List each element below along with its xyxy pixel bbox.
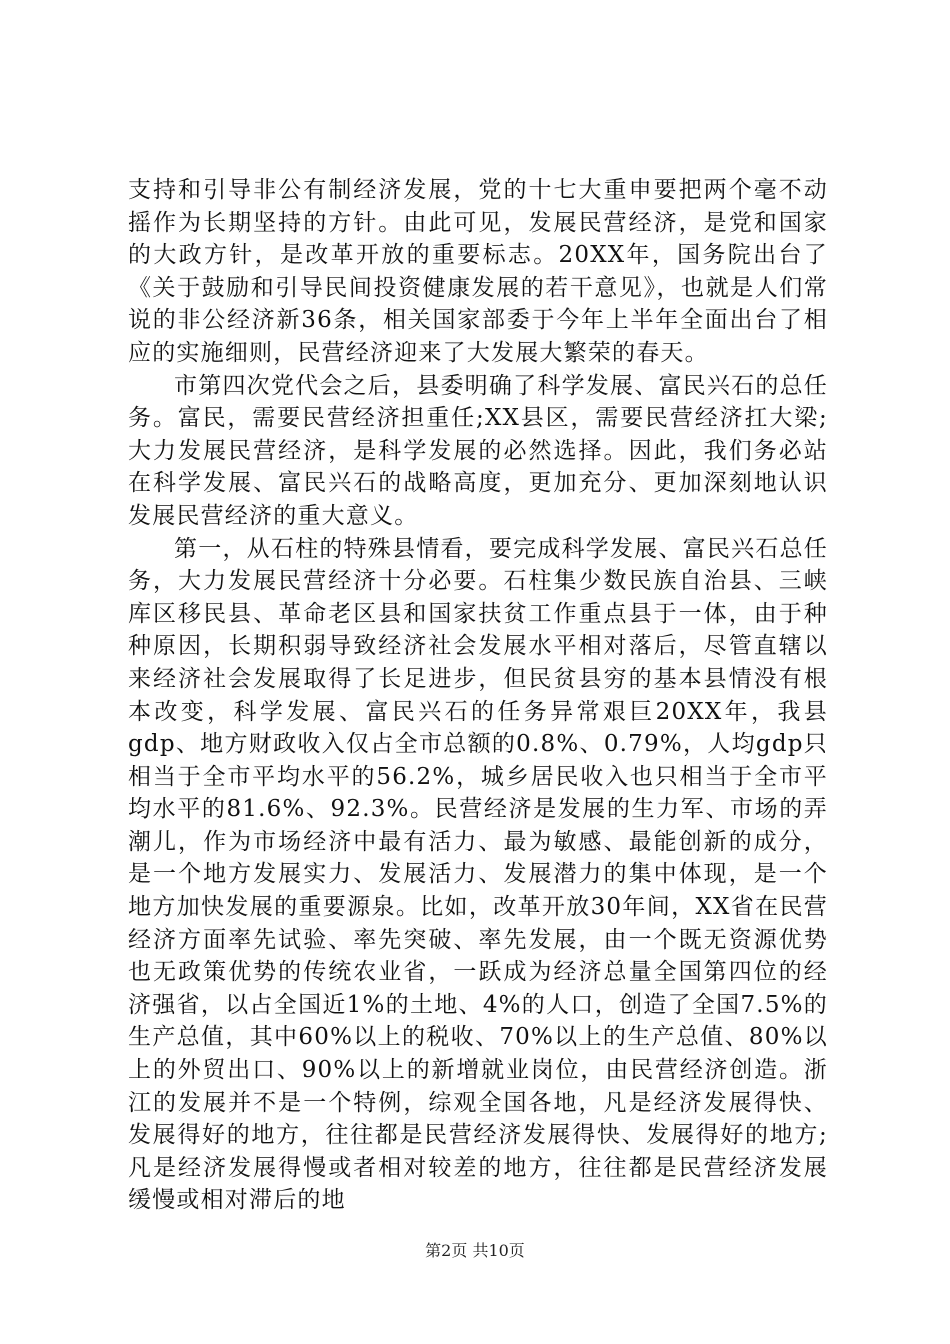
- page-footer: 第2页 共10页: [425, 1241, 525, 1260]
- paragraph-3: 第一，从石柱的特殊县情看，要完成科学发展、富民兴石总任务，大力发展民营经济十分必要。石柱集少数民族自治县、三峡库区移民县、革命老区县和国家扶贫工作重点县于一体，由于种种原因，长期积弱导致经济社会发展水平相对落后，尽管直辖以来经济社会发展取得了长足进步，但民贫县穷的基本县情没有根本改变，科学发展、富民兴石的任务异常艰巨20XX年，我县gdp、地方财政收入仅占全市总额的0.8%、0.79%，人均gdp只相当于全市平均水平的56.2%，城乡居民收入也只相当于全市平均水平的81.6%、92.3%。民营经济是发展的生力军、市场的弄潮儿，作为市场经济中最有活力、最为敏感、最能创新的成分，是一个地方发展实力、发展活力、发展潜力的集中体现，是一个地方加快发展的重要源泉。比如，改革开放30年间，XX省在民营经济方面率先试验、率先突破、率先发展，由一个既无资源优势也无政策优势的传统农业省，一跃成为经济总量全国第四位的经济强省，以占全国近1%的土地、4%的人口，创造了全国7.5%的生产总值，其中60%以上的税收、70%以上的生产总值、80%以上的外贸出口、90%以上的新增就业岗位，由民营经济创造。浙江的发展并不是一个特例，综观全国各地，凡是经济发展得快、发展得好的地方，往往都是民营经济发展得快、发展得好的地方;凡是经济发展得慢或者相对较差的地方，往往都是民营经济发展缓慢或相对滞后的地: [128, 535, 828, 1214]
- body-text: [128, 174, 828, 1217]
- paragraph-2: 市第四次党代会之后，县委明确了科学发展、富民兴石的总任务。富民，需要民营经济担重任;XX县区，需要民营经济扛大梁;大力发展民营经济，是科学发展的必然选择。因此，我们务必站在科学发展、富民兴石的战略高度，更加充分、更加深刻地认识发展民营经济的重大意义。: [128, 372, 828, 529]
- paragraph-1: 支持和引导非公有制经济发展，党的十七大重申要把两个毫不动摇作为长期坚持的方针。由此可见，发展民营经济，是党和国家的大政方针，是改革开放的重要标志。20XX年，国务院出台了《关于鼓励和引导民间投资健康发展的若干意见》，也就是人们常说的非公经济新36条，相关国家部委于今年上半年全面出台了相应的实施细则，民营经济迎来了大发展大繁荣的春天。: [128, 177, 828, 366]
